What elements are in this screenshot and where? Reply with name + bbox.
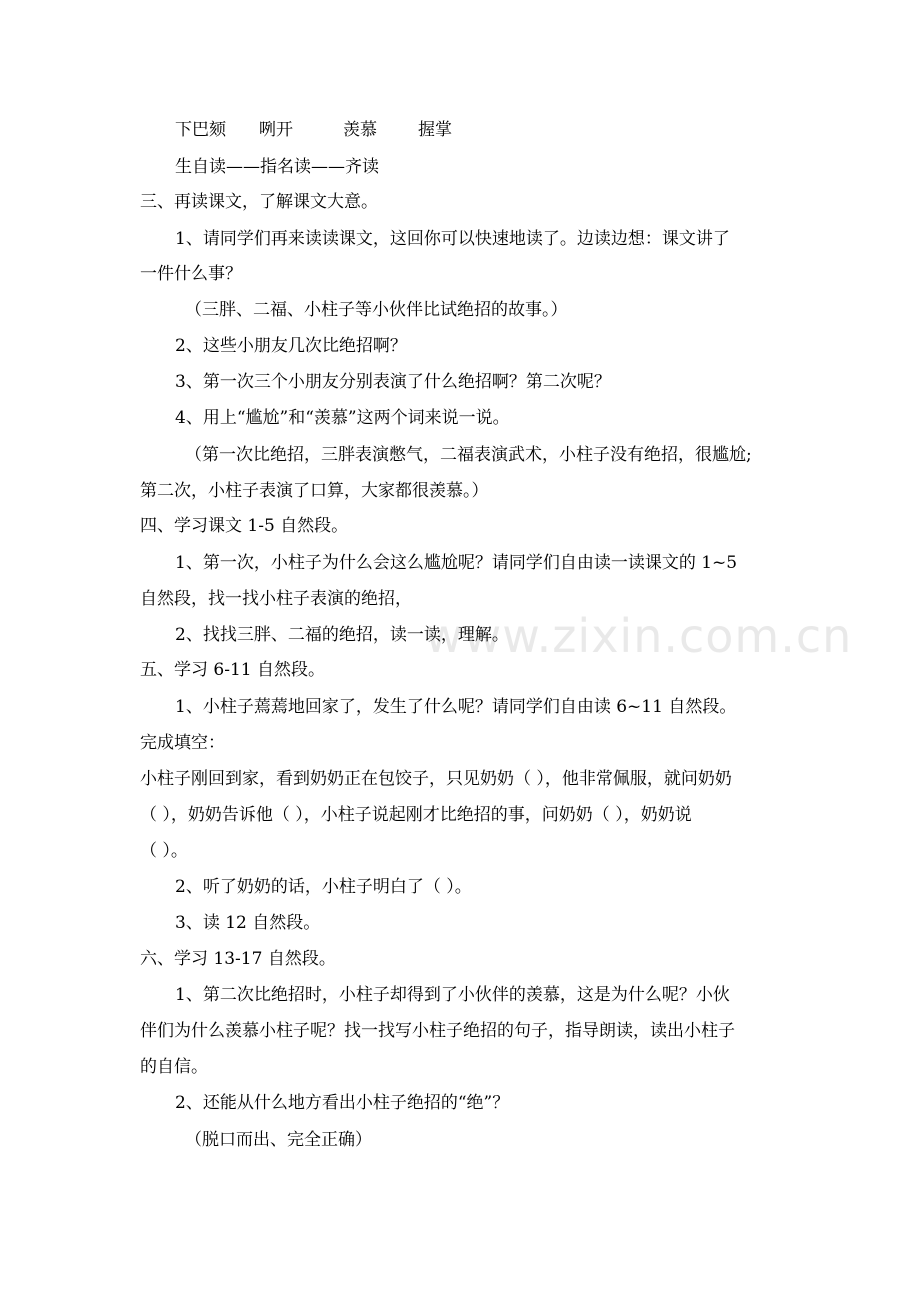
paragraph-line: 2、还能从什么地方看出小柱子绝招的“绝”？: [175, 1093, 510, 1113]
paragraph-line: 2、听了奶奶的话，小柱子明白了（ ）。: [175, 877, 472, 897]
vocab-word: 握掌: [418, 120, 452, 140]
fill-in-blank-line: （ ），奶奶告诉他（ ），小柱子说起刚才比绝招的事，问奶奶（ ），奶奶说: [140, 805, 692, 825]
vocab-words-line: [175, 118, 452, 142]
answer-note: （三胖、二福、小柱子等小伙伴比试绝招的故事。）: [185, 300, 568, 320]
paragraph-line: 完成填空：: [140, 733, 225, 753]
paragraph-line: 伴们为什么羡慕小柱子呢？找一找写小柱子绝招的句子，指导朗读，读出小柱子: [140, 1021, 735, 1041]
paragraph-line: 1、小柱子蔫蔫地回家了，发生了什么呢？请同学们自由读 6~11 自然段。: [175, 697, 737, 717]
paragraph-line: 1、请同学们再来读读课文，这回你可以快速地读了。边读边想：课文讲了: [175, 229, 730, 249]
vocab-word: 羡慕: [343, 120, 377, 140]
section-heading-5: 五、学习 6-11 自然段。: [140, 660, 325, 680]
paragraph-line: 1、第一次，小柱子为什么会这么尴尬呢？请同学们自由读一读课文的 1~5: [175, 553, 738, 573]
paragraph-line: 的自信。: [140, 1057, 208, 1077]
vocab-word: 咧开: [259, 120, 293, 140]
paragraph-line: 一件什么事？: [140, 264, 242, 284]
fill-in-blank-line: 小柱子刚回到家，看到奶奶正在包饺子，只见奶奶（ ），他非常佩服，就问奶奶: [140, 769, 732, 789]
section-heading-4: 四、学习课文 1-5 自然段。: [140, 516, 349, 536]
paragraph-line: 2、这些小朋友几次比绝招啊？: [175, 336, 407, 356]
paragraph-line: 4、用上“尴尬”和“羡慕”这两个词来说一说。: [175, 408, 510, 428]
paragraph-line: 3、第一次三个小朋友分别表演了什么绝招啊？第二次呢？: [175, 372, 611, 392]
answer-note: （第一次比绝招，三胖表演憋气，二福表演武术，小柱子没有绝招，很尴尬;: [185, 445, 752, 465]
section-heading-3: 三、再读课文，了解课文大意。: [140, 192, 378, 212]
vocab-word: 下巴颏: [175, 120, 226, 140]
paragraph-line: 3、读 12 自然段。: [175, 913, 321, 933]
paragraph-line: 自然段，找一找小柱子表演的绝招，: [140, 589, 412, 609]
watermark: www.zixin.com.cn: [425, 609, 853, 663]
paragraph-line: 2、找找三胖、二福的绝招，读一读，理解。: [175, 625, 509, 645]
fill-in-blank-line: （ ）。: [140, 841, 188, 861]
answer-note: （脱口而出、完全正确）: [185, 1130, 372, 1150]
reading-steps: 生自读——指名读——齐读: [175, 157, 379, 177]
answer-note: 第二次，小柱子表演了口算，大家都很羡慕。）: [140, 481, 489, 501]
section-heading-6: 六、学习 13-17 自然段。: [140, 949, 336, 969]
paragraph-line: 1、第二次比绝招时，小柱子却得到了小伙伴的羡慕，这是为什么呢？小伙: [175, 985, 730, 1005]
